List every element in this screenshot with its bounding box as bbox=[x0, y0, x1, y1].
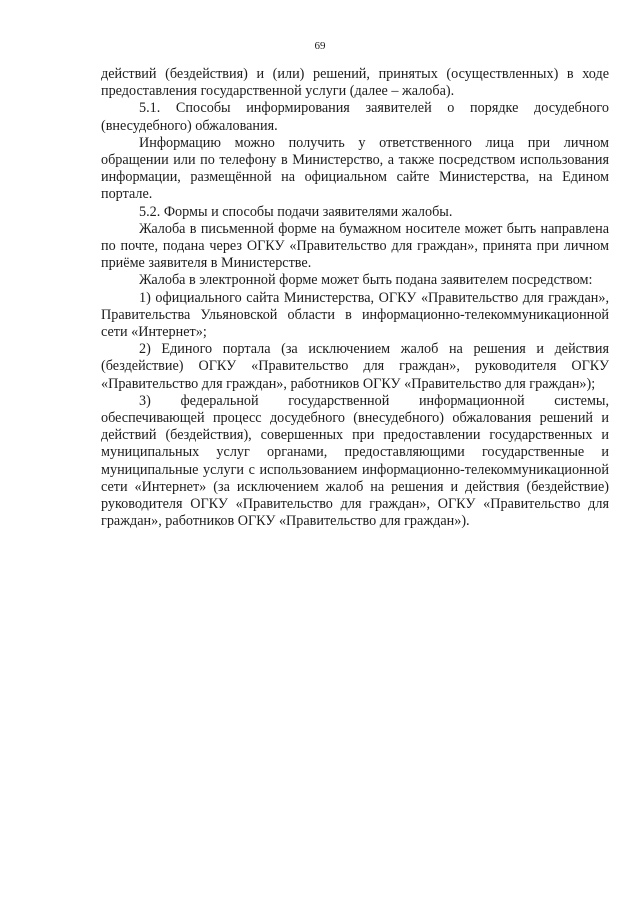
list-item-1: 1) официального сайта Министерства, ОГКУ «Правительство для граждан», Правительства Ульяновской области в информационно-телекоммуникационной сети «Интернет»; bbox=[101, 289, 609, 341]
paragraph-section-5-1-heading: 5.1. Способы информирования заявителей о порядке досудебного (внесудебного) обжалования. bbox=[101, 100, 609, 134]
page-number: 69 bbox=[314, 40, 326, 52]
paragraph-continuation: действий (бездействия) и (или) решений, принятых (осуществленных) в ходе предоставления государственной услуги (далее – жалоба). bbox=[101, 66, 609, 100]
paragraph-section-5-2-heading: 5.2. Формы и способы подачи заявителями жалобы. bbox=[139, 203, 453, 220]
list-item-2: 2) Единого портала (за исключением жалоб на решения и действия (бездействие) ОГКУ «Правительство для граждан», руководителя ОГКУ «Правительство для граждан», работников ОГКУ «Правительство для граждан»); bbox=[101, 341, 609, 392]
document-body bbox=[101, 66, 609, 530]
paragraph-electronic-complaint: Жалоба в электронной форме может быть подана заявителем посредством: bbox=[139, 272, 593, 289]
list-item-3: 3) федеральной государственной информационной системы, обеспечивающей процесс досудебного (внесудебного) обжалования решений и действий (бездействия), совершенных при предоставлении государственных и муниципальных услуг органами, предоставляющими государственные и муниципальные услуги с использованием информационно-телекоммуникационной сети «Интернет» (за исключением жалоб на решения и действия (бездействие) руководителя ОГКУ «Правительство для граждан», ОГКУ «Правительство для граждан», работников ОГКУ «Правительство для граждан»). bbox=[101, 392, 609, 530]
paragraph-information-sources: Информацию можно получить у ответственного лица при личном обращении или по телефону в Министерство, а также посредством использования информации, размещённой на официальном сайте Министерства, на Едином портале. bbox=[101, 134, 609, 203]
paragraph-paper-complaint: Жалоба в письменной форме на бумажном носителе может быть направлена по почте, подана через ОГКУ «Правительство для граждан», принята при личном приёме заявителя в Министерстве. bbox=[101, 220, 609, 272]
